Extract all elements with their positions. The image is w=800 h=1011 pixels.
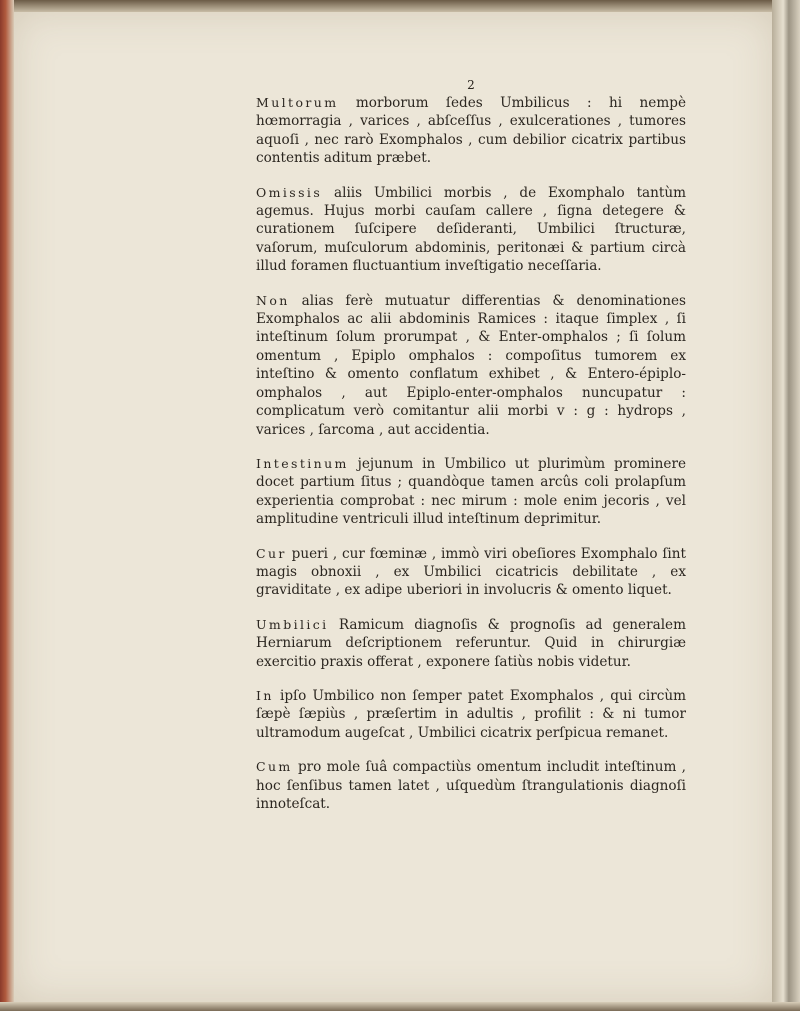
paragraph-3-initial: Non	[256, 292, 290, 308]
paragraph-3	[256, 292, 686, 439]
paragraph-5	[256, 545, 686, 600]
paragraph-2	[256, 184, 686, 276]
paragraph-8-text: pro mole ſuâ compactiùs omentum includit inteſtinum , hoc ſenſibus tamen latet , uſquedùm ſtrangulationis diagnoſi innoteſcat.	[256, 759, 686, 812]
top-page-edge	[0, 0, 800, 12]
book-spine-edge	[0, 0, 14, 1011]
paragraph-4-initial: Intestinum	[256, 455, 349, 471]
paragraph-8-initial: Cum	[256, 759, 293, 775]
document-text-block	[256, 78, 686, 829]
paragraph-2-initial: Omissis	[256, 184, 323, 200]
paragraph-8	[256, 758, 686, 813]
paragraph-7	[256, 687, 686, 742]
paragraph-7-initial: In	[256, 687, 274, 703]
paragraph-2-text: aliis Umbilici morbis , de Exomphalo tantùm agemus. Hujus morbi cauſam callere , ſigna detegere & curationem ſuſcipere deſideranti, Umbilici ſtructuræ, vaſorum, muſculorum abdominis, peritonæi & partium circà illud foramen fluctuantium inveſtigatio neceſſaria.	[256, 184, 686, 275]
paragraph-4	[256, 455, 686, 529]
page-number: 2	[467, 78, 475, 92]
right-page-edges	[772, 0, 800, 1011]
paragraph-1-initial: Multorum	[256, 95, 339, 110]
paragraph-3-text: alias ferè mutuatur differentias & denominationes Exomphalos ac alii abdominis Ramices : itaque ſimplex , ſi inteſtinum ſolum prorumpat , & Enter-omphalos ; ſi ſolum omentum , Epiplo omphalos : compoſitus tumorem ex inteſtino & omento conflatum exhibet , & Entero-épiplo-omphalos , aut Epiplo-enter-omphalos nuncupatur : complicatum verò comitantur alii morbi v : g : hydrops , varices , ſarcoma , aut accidentia.	[256, 292, 686, 438]
paragraph-6-text: Ramicum diagnoſis & prognoſis ad generalem Herniarum deſcriptionem referuntur. Quid in chirurgiæ exercitio praxis offerat , exponere ſatiùs nobis videtur.	[256, 616, 686, 670]
paragraph-6-initial: Umbilici	[256, 616, 329, 632]
paragraph-4-text: jejunum in Umbilico ut plurimùm prominere docet partium ſitus ; quandòque tamen arcûs coli prolapſum experientia comprobat : nec mirum : mole enim jecoris , vel amplitudine ventriculi illud inteſtinum deprimitur.	[256, 455, 686, 528]
paragraph-5-initial: Cur	[256, 545, 287, 561]
paragraph-7-text: ipſo Umbilico non ſemper patet Exomphalos , qui circùm ſæpè ſæpiùs , præſertim in adultis , profilit : & ni tumor ultramodum augeſcat , Umbilici cicatrix perſpicua remanet.	[256, 687, 686, 741]
paragraph-1-text: morborum ſedes Umbilicus : hi nempè hœmorragia , varices , abſceſſus , exulcerationes , tumores aquoſi , nec rarò Exomphalos , cum debilior cicatrix partibus contentis aditum præbet.	[256, 95, 686, 167]
paragraph-6	[256, 616, 686, 671]
paragraph-1	[256, 94, 686, 168]
paragraph-5-text: pueri , cur fœminæ , immò viri obeſiores Exomphalo ſint magis obnoxii , ex Umbilici cicatricis debilitate , ex graviditate , ex adipe uberiori in involucris & omento liquet.	[256, 545, 686, 599]
bottom-page-edge	[0, 1002, 800, 1011]
